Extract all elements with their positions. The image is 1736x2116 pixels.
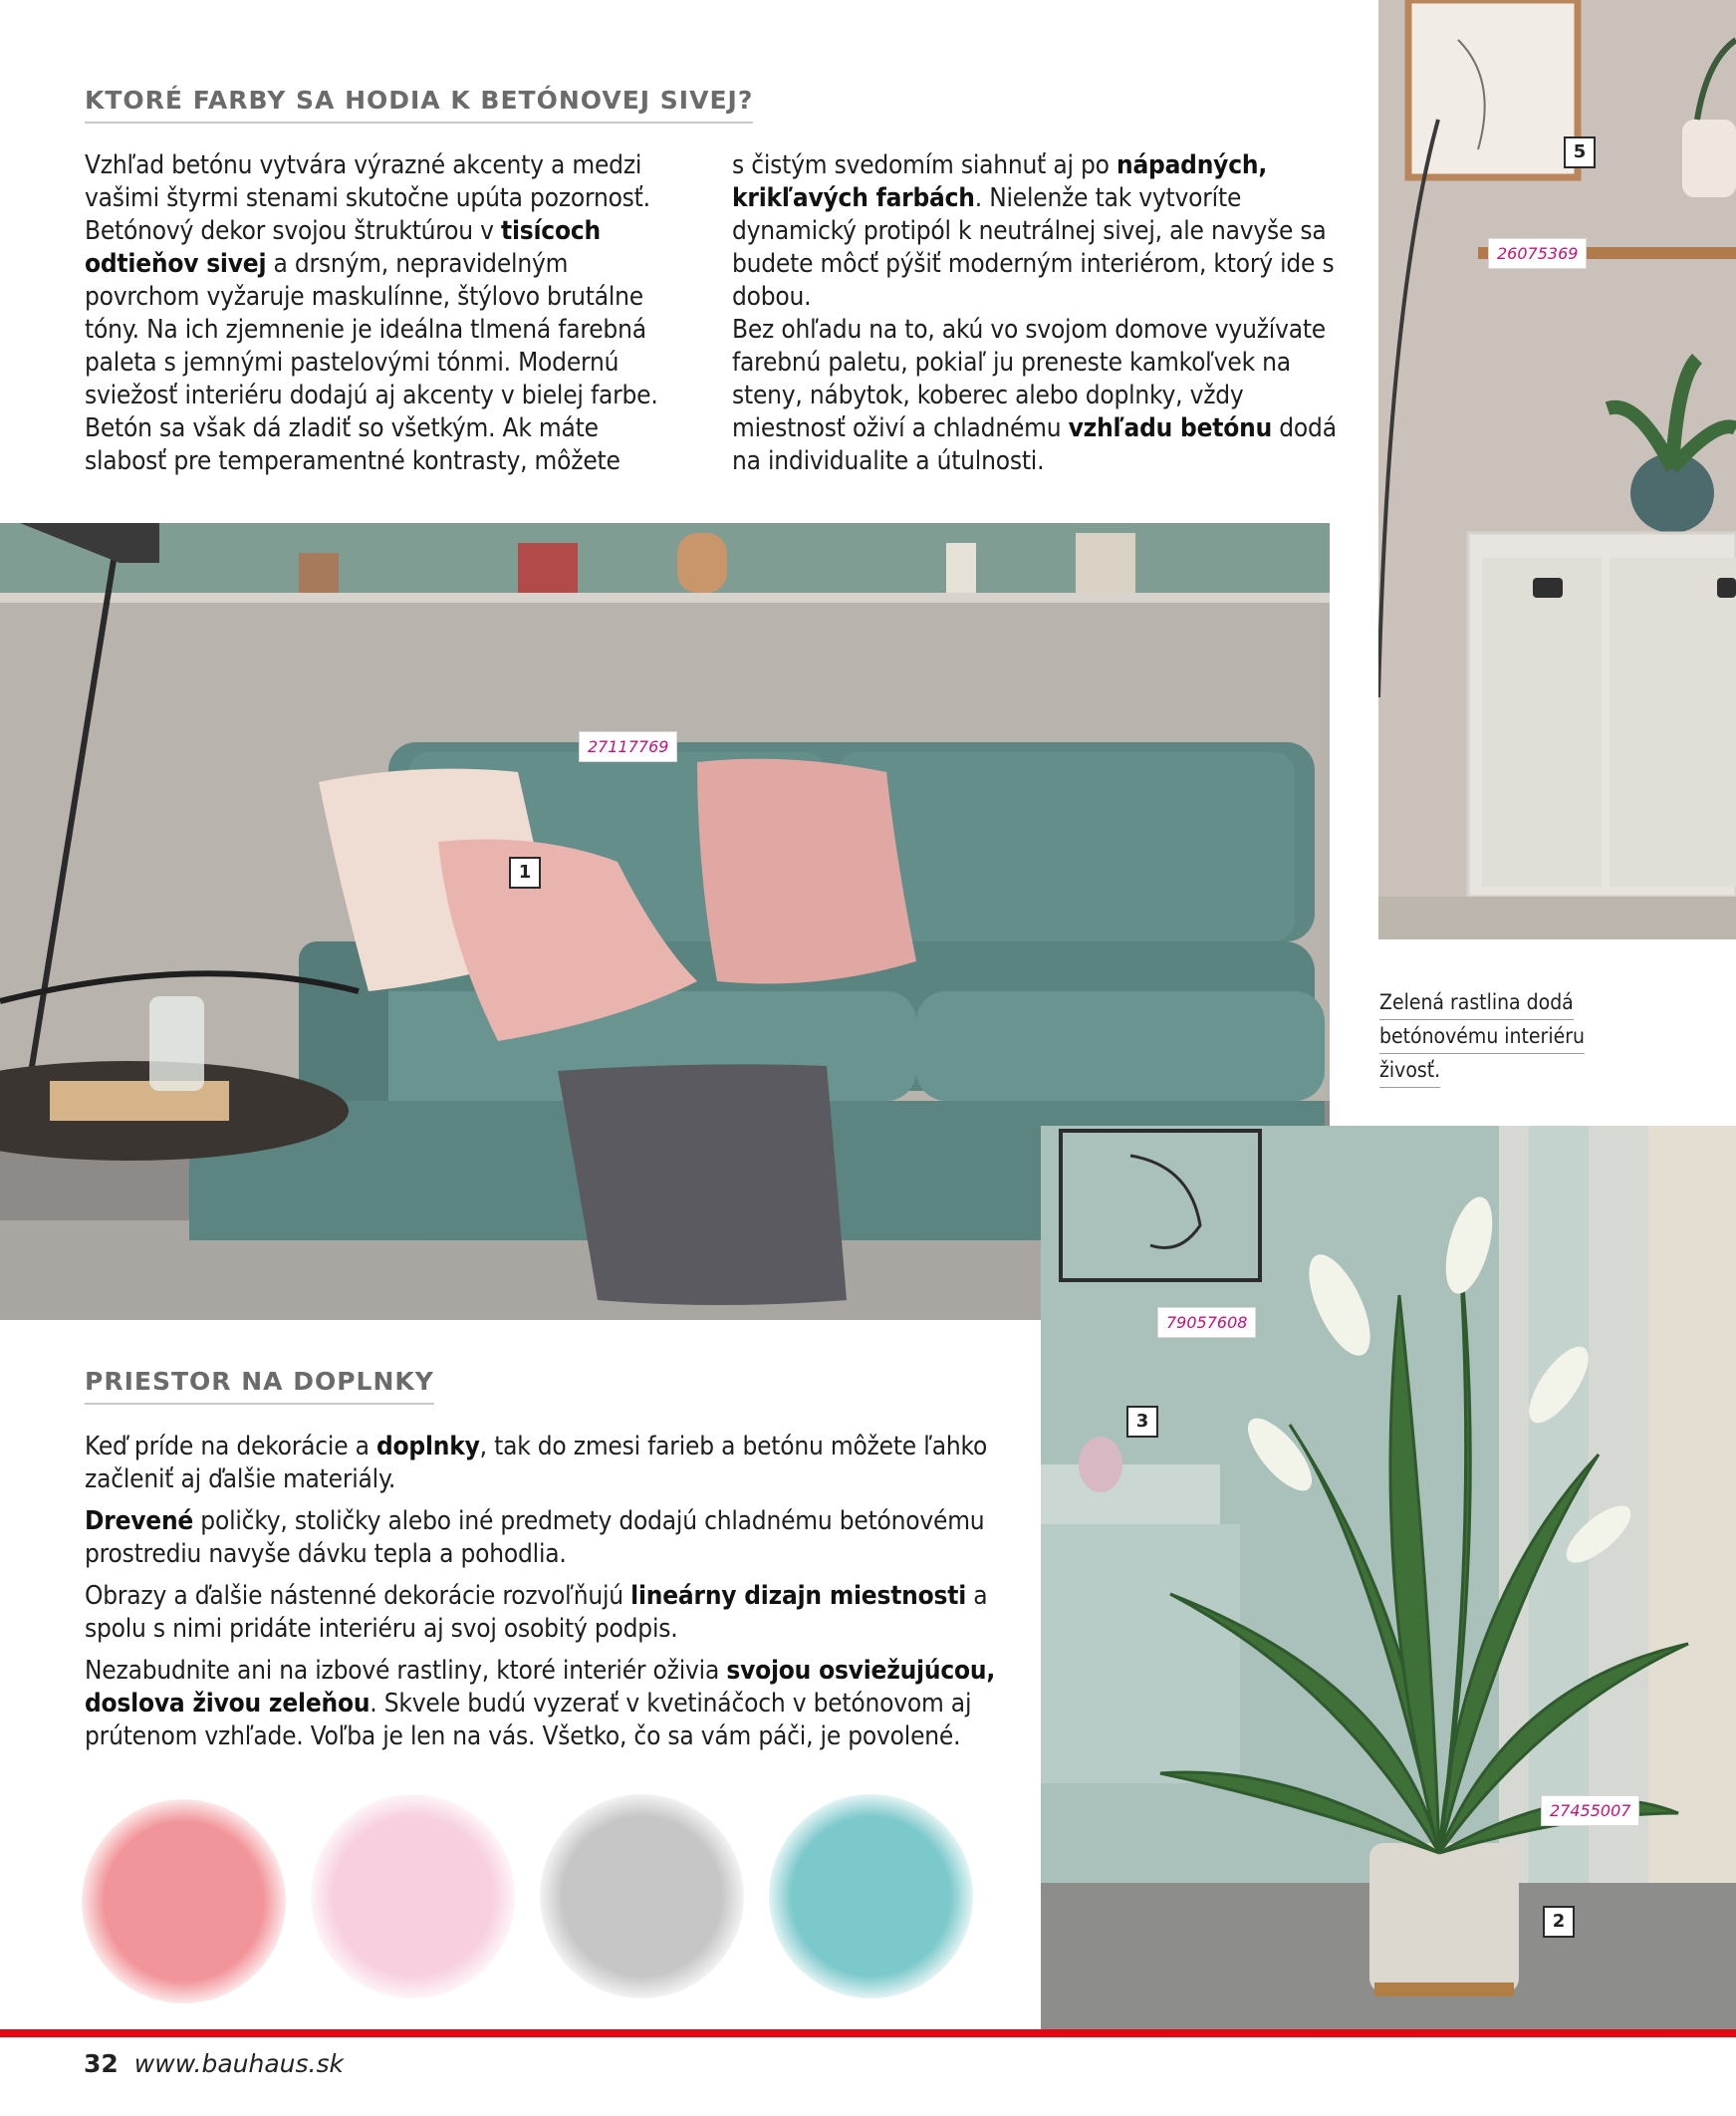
product-code-79057608: 79057608: [1157, 1307, 1256, 1338]
product-code-27455007: 27455007: [1541, 1795, 1639, 1826]
accessories-text-part: a spolu s nimi pridáte interiéru aj svoj osobitý podpis.: [85, 1581, 988, 1644]
page-number: 32: [84, 2049, 119, 2078]
intro-column-left: [85, 149, 682, 478]
footer-accent-line: [0, 2029, 1736, 2037]
photo-peace-lily: [1041, 1126, 1736, 2030]
shelf-plant-illustration: [1378, 0, 1736, 939]
photo-shelf-plant: [1378, 0, 1736, 939]
footer: [84, 2049, 344, 2078]
product-code-27117769: 27117769: [579, 731, 677, 762]
website-link[interactable]: www.bauhaus.sk: [133, 2049, 345, 2078]
accessories-text-part: Nezabudnite ani na izbové rastliny, ktoré interiér oživia: [85, 1656, 727, 1686]
intro-text: . Nielenže tak vytvoríte dynamický protipól k neutrálnej sivej, ale navyše sa budete môcť pýšiť moderným interiérom, ktorý ide s dobou.: [732, 183, 1335, 312]
intro-text: s čistým svedomím siahnuť aj po: [732, 150, 1117, 180]
product-number-1: 1: [509, 857, 541, 889]
intro-text: Bez ohľadu na to, akú vo svojom domove využívate farebnú paletu, pokiaľ ju preneste kamkoľvek na steny, nábytok, koberec alebo doplnky, vždy miestnosť oživí a chladnému: [732, 315, 1327, 443]
accessories-text: [85, 1431, 1001, 1753]
product-number-5: 5: [1564, 136, 1596, 168]
accessories-emphasis: doplnky: [376, 1432, 480, 1461]
plant-illustration: [1041, 1126, 1736, 2030]
intro-text: a drsným, nepravidelným povrchom vyžaruje maskulínne, štýlovo brutálne tóny. Na ich zjemnenie je ideálna tlmená farebná paleta s jemnými pastelovými tónmi. Modernú sviežosť interiéru dodajú aj akcenty v bielej farbe. Betón sa však dá zladiť so všetkým. Ak máte slabosť pre temperamentné kontrasty, môžete: [85, 249, 658, 476]
intro-column-right: [732, 149, 1340, 478]
accessories-text-part: poličky, stoličky alebo iné predmety dodajú chladnému betónovému prostrediu navyše dávku tepla a pohodlia.: [85, 1506, 985, 1569]
caption-line: betónovému interiéru: [1379, 1020, 1585, 1054]
accessories-text-part: , tak do zmesi farieb a betónu môžete ľahko začleniť aj ďalšie materiály.: [85, 1432, 988, 1494]
color-swatch-coral: [82, 1799, 286, 2003]
caption-line: Zelená rastlina dodá: [1379, 986, 1574, 1020]
product-number-2: 2: [1543, 1906, 1575, 1938]
intro-emphasis: vzhľadu betónu: [1068, 413, 1273, 443]
color-swatch-pink: [311, 1794, 515, 1998]
accessories-text-part: . Skvele budú vyzerať v kvetináčoch v betónovom aj prútenom vzhľade. Voľba je len na vás. Všetko, čo sa vám páči, je povolené.: [85, 1689, 972, 1751]
product-number-3: 3: [1126, 1406, 1158, 1438]
color-swatch-grey: [540, 1794, 744, 1998]
photo-caption: [1379, 986, 1585, 1088]
intro-emphasis: tisícoch odtieňov sivej: [85, 216, 601, 279]
caption-line: živosť.: [1379, 1054, 1440, 1088]
section-heading-colors: KTORÉ FARBY SA HODIA K BETÓNOVEJ SIVEJ?: [85, 86, 753, 124]
intro-text: dodá na individualite a útulnosti.: [732, 413, 1337, 476]
section-heading-accessories: PRIESTOR NA DOPLNKY: [85, 1367, 434, 1405]
accessories-text-part: Keď príde na dekorácie a: [85, 1432, 377, 1461]
intro-emphasis: nápadných, krikľavých farbách: [732, 150, 1268, 213]
accessories-text-part: Obrazy a ďalšie nástenné dekorácie rozvoľňujú: [85, 1581, 631, 1611]
intro-text: Vzhľad betónu vytvára výrazné akcenty a medzi vašimi štyrmi stenami skutočne upúta pozornosť. Betónový dekor svojou štruktúrou v: [85, 150, 650, 246]
accessories-emphasis: Drevené: [85, 1506, 194, 1536]
accessories-emphasis: lineárny dizajn miestnosti: [630, 1581, 967, 1611]
color-swatch-turquoise: [769, 1794, 973, 1998]
accessories-emphasis: svojou osviežujúcou, doslova živou zeleňou: [85, 1656, 996, 1719]
product-code-26075369: 26075369: [1488, 238, 1587, 269]
